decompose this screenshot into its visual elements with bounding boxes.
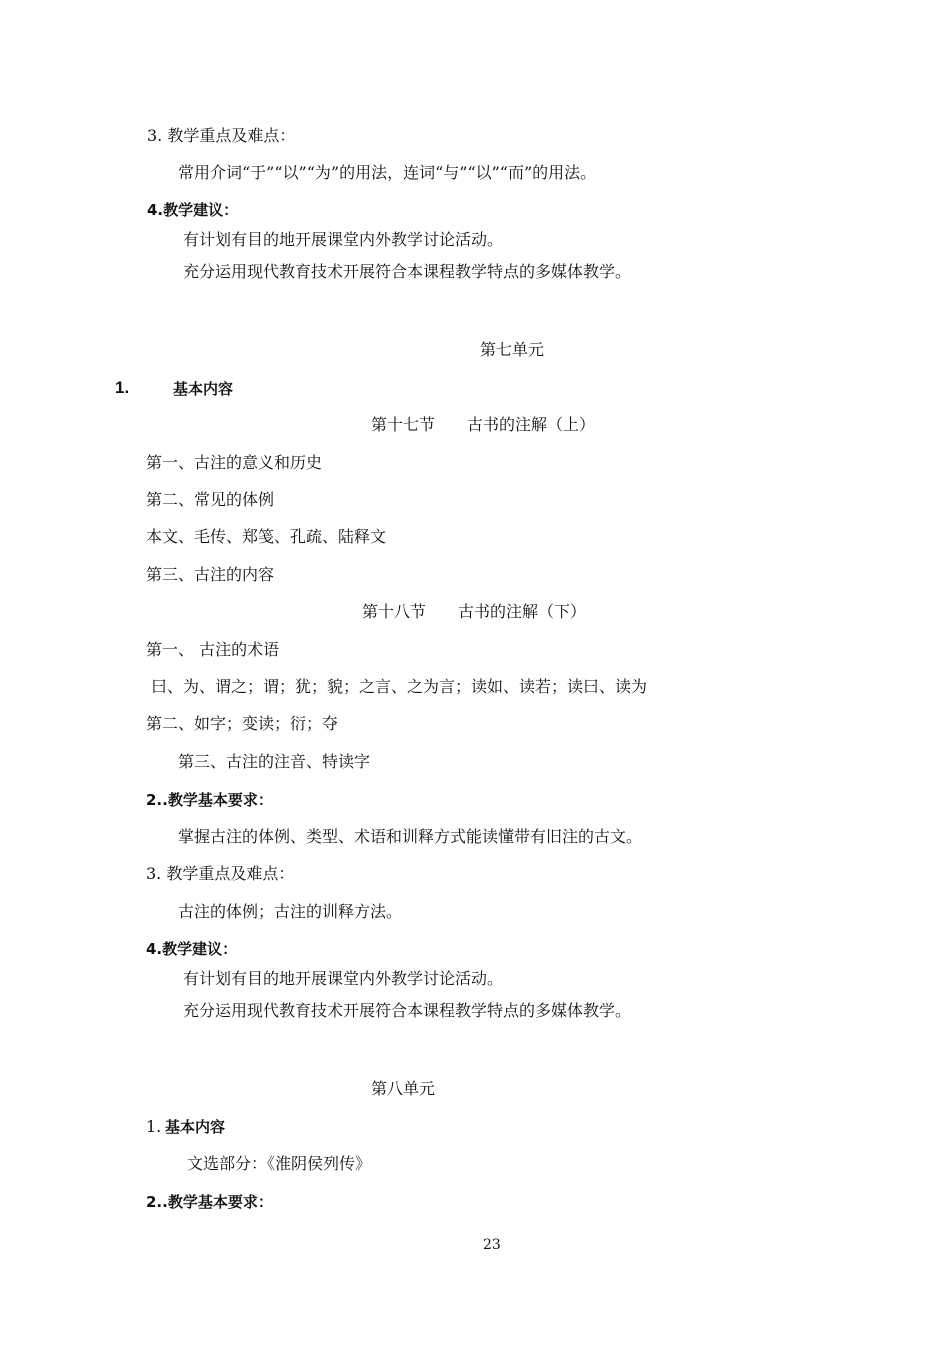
suggestion-item: 充分运用现代教育技术开展符合本课程教学特点的多媒体教学。 bbox=[183, 262, 632, 281]
section-title: 第十七节 古书的注解（上） bbox=[371, 415, 596, 434]
suggestion-heading: 4.教学建议： bbox=[146, 940, 238, 958]
content-heading: 基本内容 bbox=[173, 380, 234, 398]
content-text: 文选部分：《淮阴侯列传》 bbox=[187, 1154, 372, 1173]
content-heading: 基本内容 bbox=[165, 1118, 226, 1136]
requirements-heading: 2..教学基本要求： bbox=[146, 1193, 273, 1211]
suggestion-item: 充分运用现代教育技术开展符合本课程教学特点的多媒体教学。 bbox=[183, 1001, 632, 1020]
section-title: 第十八节 古书的注解（下） bbox=[362, 602, 587, 621]
suggestion-item: 有计划有目的地开展课堂内外教学讨论活动。 bbox=[183, 230, 504, 249]
list-item: 第三、古注的内容 bbox=[146, 565, 275, 584]
key-points-text: 常用介词“于”“以”“为”的用法，连词“与”“以”“而”的用法。 bbox=[178, 163, 597, 182]
requirements-heading: 2..教学基本要求： bbox=[146, 791, 273, 809]
key-points-heading: 3. 教学重点及难点： bbox=[146, 864, 295, 883]
list-item: 第一、古注的意义和历史 bbox=[146, 453, 323, 472]
list-item: 第二、如字；变读；衍；夺 bbox=[146, 714, 339, 733]
unit-title: 第七单元 bbox=[480, 340, 545, 359]
key-points-heading: 3. 教学重点及难点： bbox=[147, 126, 296, 145]
unit-title: 第八单元 bbox=[371, 1079, 436, 1098]
list-item: 本文、毛传、郑笺、孔疏、陆释文 bbox=[146, 527, 387, 546]
list-item: 第一、 古注的术语 bbox=[146, 640, 280, 659]
requirements-text: 掌握古注的体例、类型、术语和训释方式能读懂带有旧注的古文。 bbox=[178, 827, 643, 846]
suggestion-heading: 4.教学建议： bbox=[147, 201, 239, 219]
list-item: 曰、为、谓之；谓；犹；貌；之言、之为言；读如、读若；读曰、读为 bbox=[151, 677, 648, 696]
page-number: 23 bbox=[483, 1237, 501, 1253]
suggestion-item: 有计划有目的地开展课堂内外教学讨论活动。 bbox=[183, 969, 504, 988]
list-item: 第三、古注的注音、特读字 bbox=[178, 752, 371, 771]
content-number: 1. bbox=[146, 1117, 162, 1136]
list-item: 第二、常见的体例 bbox=[146, 490, 275, 509]
content-number: 1. bbox=[115, 378, 130, 397]
key-points-text: 古注的体例；古注的训释方法。 bbox=[178, 902, 403, 921]
